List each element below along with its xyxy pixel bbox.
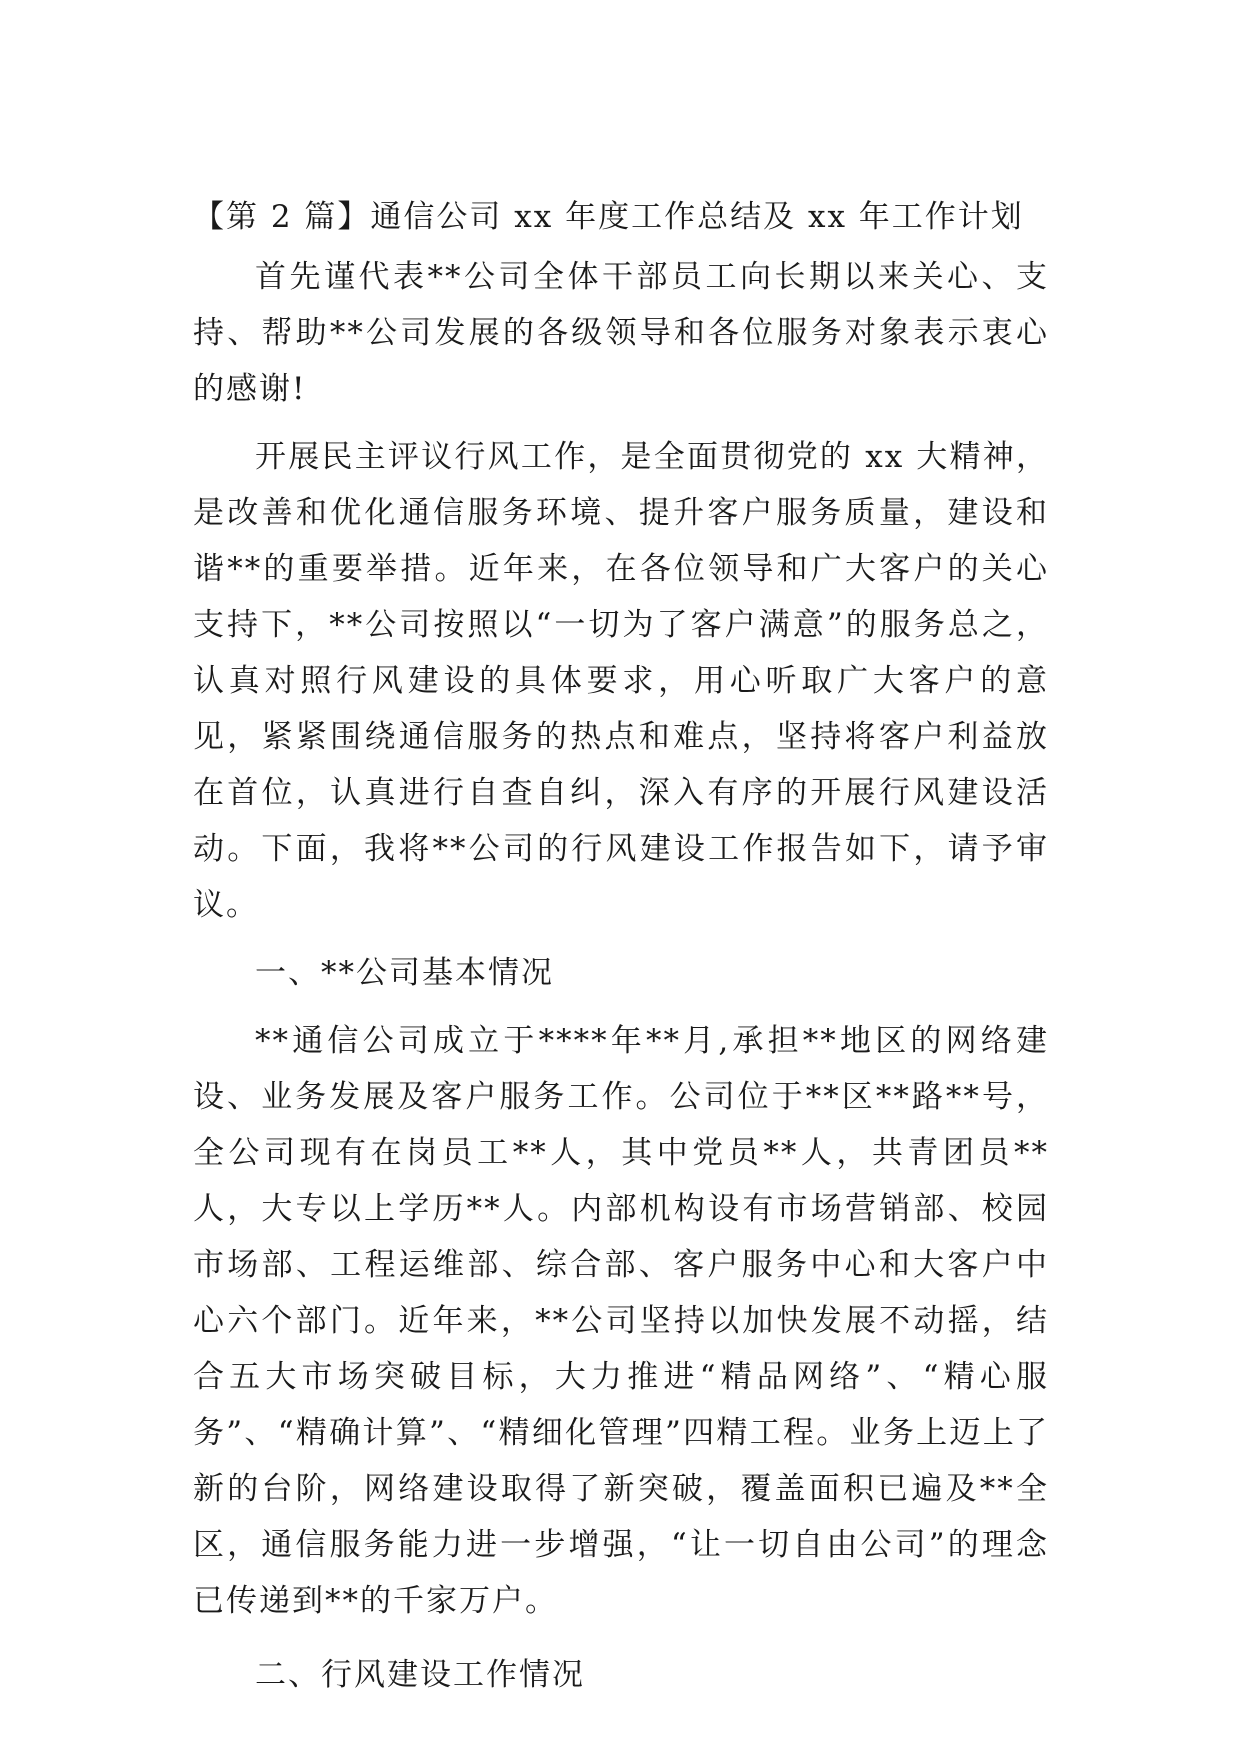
section-heading-work-situation: 二、行风建设工作情况 [255,1657,585,1693]
paragraph-thanks: 首先谨代表**公司全体干部员工向长期以来关心、支持、帮助**公司发展的各级领导和各位服务对象表示衷心的感谢! [193,259,1049,407]
spacer [193,1629,1049,1647]
paragraph-introduction: 开展民主评议行风工作，是全面贯彻党的 xx 大精神，是改善和优化通信服务环境、提升客户服务质量，建设和谐**的重要举措。近年来，在各位领导和广大客户的关心支持下，**公司按照以“一切为了客户满意”的服务总之，认真对照行风建设的具体要求，用心听取广大客户的意见，紧紧围绕通信服务的热点和难点，坚持将客户利益放在首位，认真进行自查自纠，深入有序的开展行风建设活动。下面，我将**公司的行风建设工作报告如下，请予审议。 [193,439,1049,923]
spacer [193,1001,1049,1013]
paragraph-company-overview: **通信公司成立于****年**月,承担**地区的网络建设、业务发展及客户服务工作。公司位于**区**路**号，全公司现有在岗员工**人，其中党员**人，共青团员**人，大专以上学历**人。内部机构设有市场营销部、校园市场部、工程运维部、综合部、客户服务中心和大客户中心六个部门。近年来，**公司坚持以加快发展不动摇，结合五大市场突破目标，大力推进“精品网络”、“精心服务”、“精确计算”、“精细化管理”四精工程。业务上迈上了新的台阶，网络建设取得了新突破，覆盖面积已遍及**全区，通信服务能力进一步增强，“让一切自由公司”的理念已传递到**的千家万户。 [193,1023,1049,1619]
document-title: 【第 2 篇】通信公司 xx 年度工作总结及 xx 年工作计划 [193,199,1024,235]
spacer [193,417,1049,429]
section-heading-basic-situation: 一、**公司基本情况 [255,955,554,991]
document-body [193,195,1049,1703]
spacer [193,239,1049,249]
spacer [193,933,1049,945]
